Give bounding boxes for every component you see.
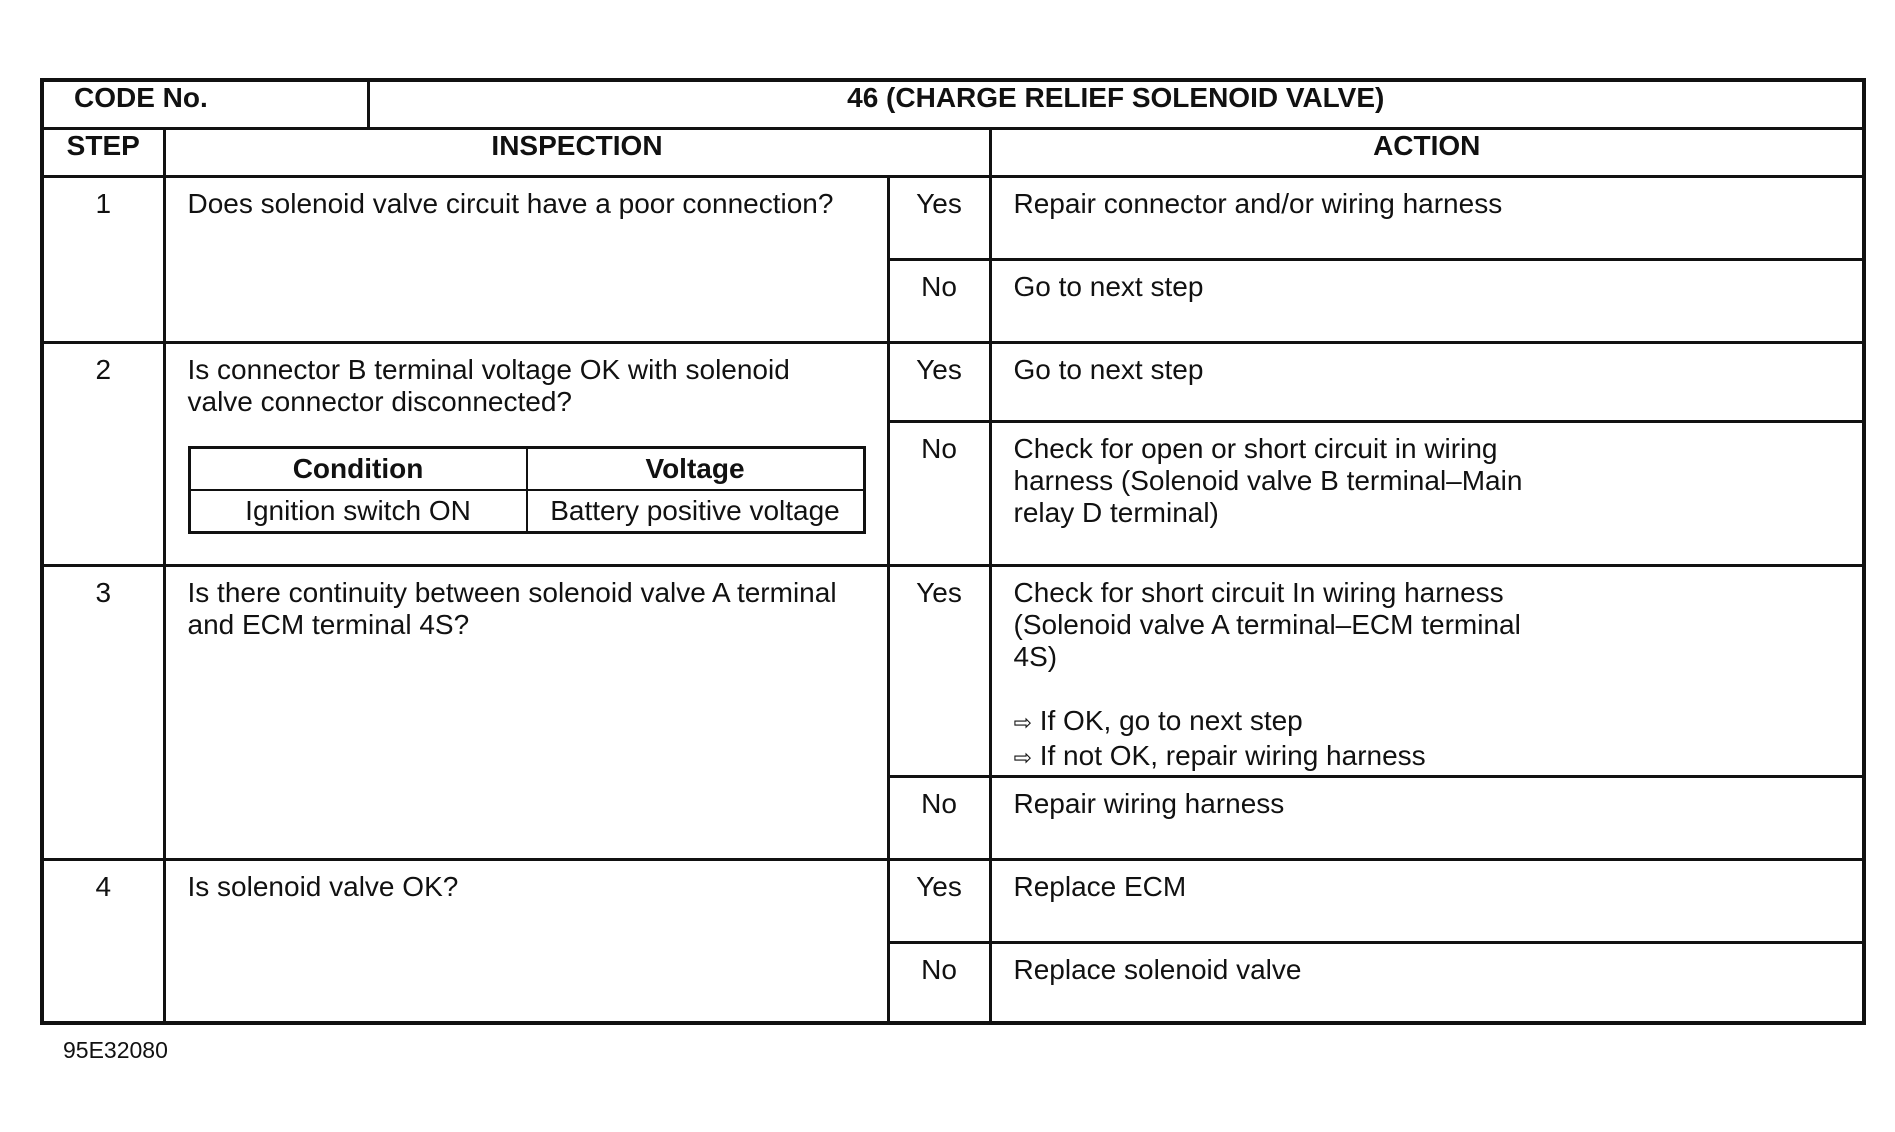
bullet-not-ok: ⇨ If not OK, repair wiring harness	[1013, 739, 1426, 771]
no-label: No	[888, 942, 990, 1023]
sub-row-voltage: Battery positive voltage	[527, 490, 865, 533]
step-2-yes-row	[42, 342, 1864, 421]
yes-label: Yes	[888, 565, 990, 776]
yes-action-line: Check for short circuit In wiring harness	[1013, 576, 1504, 608]
diagnostic-table-sheet	[40, 78, 1862, 1025]
figure-id: 95E32080	[63, 1037, 168, 1063]
no-action-line: harness (Solenoid valve B terminal–Main	[1013, 464, 1523, 496]
step-inspection: Is connector B terminal voltage OK with solenoid valve connector disconnected?	[187, 353, 790, 417]
code-row	[42, 80, 1864, 128]
column-header-row	[42, 128, 1864, 176]
arrow-right-icon: ⇨	[1013, 745, 1032, 771]
yes-action-line: (Solenoid valve A terminal–ECM terminal	[1013, 608, 1521, 640]
yes-action	[990, 565, 1864, 776]
yes-action-line: 4S)	[1013, 640, 1058, 672]
step-number: 2	[42, 342, 164, 565]
step-inspection-cell	[164, 342, 888, 565]
yes-action: Go to next step	[990, 342, 1864, 421]
yes-label: Yes	[888, 176, 990, 259]
condition-voltage-table	[188, 446, 866, 534]
no-action-line: Check for open or short circuit in wiring	[1013, 432, 1498, 464]
step-number: 1	[42, 176, 164, 342]
no-action: Repair wiring harness	[990, 776, 1864, 859]
no-action: Go to next step	[990, 259, 1864, 342]
arrow-right-icon: ⇨	[1013, 710, 1032, 736]
no-action	[990, 421, 1864, 565]
code-label: CODE No.	[42, 80, 368, 128]
no-label: No	[888, 776, 990, 859]
step-inspection: Is there continuity between solenoid valve A terminal and ECM terminal 4S?	[164, 565, 888, 859]
no-action-line: relay D terminal)	[1013, 496, 1219, 528]
step-3-yes-row	[42, 565, 1864, 776]
sub-row-condition: Ignition switch ON	[189, 490, 527, 533]
yes-action: Repair connector and/or wiring harness	[990, 176, 1864, 259]
diagnostic-table	[40, 78, 1866, 1025]
bullet-ok: ⇨ If OK, go to next step	[1013, 704, 1303, 736]
yes-label: Yes	[888, 859, 990, 942]
step-number: 3	[42, 565, 164, 859]
sub-col-voltage: Voltage	[527, 447, 865, 490]
yes-label: Yes	[888, 342, 990, 421]
step-number: 4	[42, 859, 164, 1023]
code-value: 46 (CHARGE RELIEF SOLENOID VALVE)	[368, 80, 1864, 128]
sub-col-condition: Condition	[189, 447, 527, 490]
col-inspection-header: INSPECTION	[164, 128, 990, 176]
no-label: No	[888, 421, 990, 565]
col-action-header: ACTION	[990, 128, 1864, 176]
no-action: Replace solenoid valve	[990, 942, 1864, 1023]
step-1-yes-row	[42, 176, 1864, 259]
step-inspection: Is solenoid valve OK?	[164, 859, 888, 1023]
step-4-yes-row	[42, 859, 1864, 942]
no-label: No	[888, 259, 990, 342]
step-inspection: Does solenoid valve circuit have a poor connection?	[164, 176, 888, 342]
yes-action: Replace ECM	[990, 859, 1864, 942]
col-step-header: STEP	[42, 128, 164, 176]
